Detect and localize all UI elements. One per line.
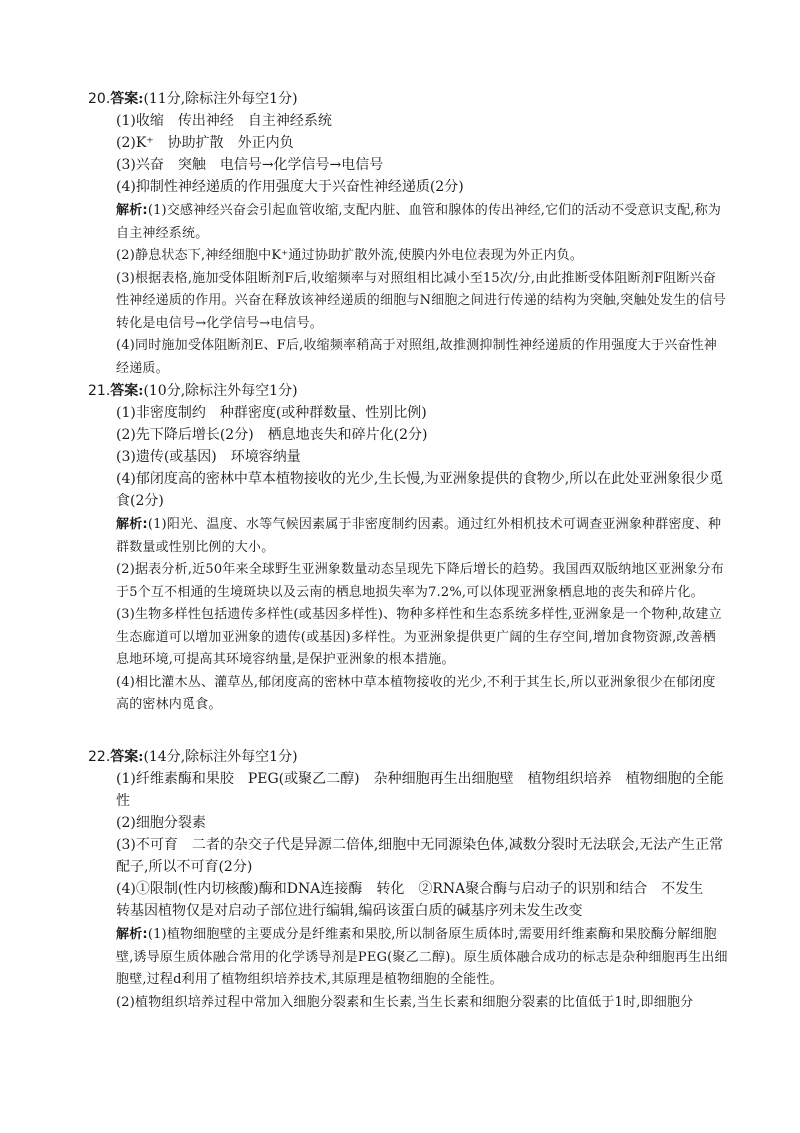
answer-line: (2)先下降后增长(2分) 栖息地丧失和碎片化(2分) [116, 427, 428, 443]
answer-line: (4)郁闭度高的密林中草本植物接收的光少,生长慢,为亚洲象提供的食物少,所以在此处亚洲象很少觅食(2分) [116, 471, 724, 509]
question-number: 21. [88, 383, 111, 399]
answer-block [116, 402, 728, 512]
answer-line: (3)不可育 二者的杂交子代是异源二倍体,细胞中无同源染色体,减数分裂时无法联会,无法产生正常配子,所以不可育(2分) [116, 837, 724, 875]
analysis-block [116, 924, 728, 1014]
answer-block [116, 768, 728, 922]
analysis-block [116, 200, 728, 380]
analysis-label: 解析: [116, 517, 148, 532]
score-note: (14分,除标注外每空1分) [143, 749, 298, 765]
analysis-paragraph: (2)据表分析,近50年来全球野生亚洲象数量动态呈现先下降后增长的趋势。我国西双版纳地区亚洲象分布于5个互不相通的生境斑块以及云南的栖息地损失率为7.2%,可以体现亚洲象栖息地的丧失和碎片化。 [116, 562, 724, 600]
analysis-paragraph [116, 924, 728, 992]
analysis-paragraph: (3)生物多样性包括遗传多样性(或基因多样性)、物种多样性和生态系统多样性,亚洲象是一个物种,故建立生态廊道可以增加亚洲象的遗传(或基因)多样性。为亚洲象提供更广阔的生存空间,增加食物资源,改善栖息地环境,可提高其环境容纳量,是保护亚洲象的根本措施。 [116, 607, 722, 667]
answer-line: (3)遗传(或基因) 环境容纳量 [116, 449, 301, 465]
analysis-paragraph [116, 514, 728, 559]
answer-line: (1)非密度制约 种群密度(或种群数量、性别比例) [116, 405, 427, 421]
answer-line: (4)①限制(性内切核酸)酶和DNA连接酶 转化 ②RNA聚合酶与启动子的识别和结合 不发生 转基因植物仅是对启动子部位进行编辑,编码该蛋白质的碱基序列未发生改变 [116, 881, 718, 919]
analysis-text: (1)阳光、温度、水等气候因素属于非密度制约因素。通过红外相机技术可调查亚洲象种群密度、种群数量或性别比例的大小。 [116, 517, 722, 555]
answer-line: (1)收缩 传出神经 自主神经系统 [116, 113, 332, 129]
answer-line: (2)K⁺ 协助扩散 外正内负 [116, 135, 294, 151]
analysis-text: (1)植物细胞壁的主要成分是纤维素和果胶,所以制备原生质体时,需要用纤维素酶和果胶酶分解细胞壁,诱导原生质体融合常用的化学诱导剂是PEG(聚乙二醇)。原生质体融合成功的标志是杂种细胞再生出细胞壁,过程d利用了植物组织培养技术,其原理是植物细胞的全能性。 [116, 927, 728, 987]
analysis-block [116, 514, 728, 717]
question-header [88, 88, 728, 110]
answer-label: 答案: [110, 749, 144, 765]
analysis-paragraph: (4)相比灌木丛、灌草丛,郁闭度高的密林中草本植物接收的光少,不利于其生长,所以亚洲象很少在郁闭度高的密林内觅食。 [116, 674, 716, 712]
answer-label: 答案: [110, 383, 144, 399]
answer-line: (3)兴奋 突触 电信号→化学信号→电信号 [116, 157, 384, 173]
question-21 [88, 380, 728, 717]
analysis-paragraph: (2)静息状态下,神经细胞中K⁺通过协助扩散外流,使膜内外电位表现为外正内负。 [116, 248, 584, 263]
question-number: 20. [88, 91, 111, 107]
question-header [88, 380, 728, 402]
question-22 [88, 746, 728, 1014]
analysis-paragraph: (3)根据表格,施加受体阻断剂F后,收缩频率与对照组相比减小至15次/分,由此推断受体阻断剂F阻断兴奋性神经递质的作用。兴奋在释放该神经递质的细胞与N细胞之间进行传递的结构为突触,突触处发生的信号转化是电信号→化学信号→电信号。 [116, 270, 726, 331]
analysis-paragraph: (4)同时施加受体阻断剂E、F后,收缩频率稍高于对照组,故推测抑制性神经递质的作用强度大于兴奋性神经递质。 [116, 338, 717, 376]
question-number: 22. [88, 749, 111, 765]
analysis-paragraph [116, 200, 728, 245]
answer-line: (1)纤维素酶和果胶 PEG(或聚乙二醇) 杂种细胞再生出细胞壁 植物组织培养 植物细胞的全能性 [116, 771, 724, 809]
analysis-text: (1)交感神经兴奋会引起血管收缩,支配内脏、血管和腺体的传出神经,它们的活动不受意识支配,称为自主神经系统。 [116, 203, 722, 241]
question-header [88, 746, 728, 768]
analysis-label: 解析: [116, 203, 148, 218]
question-20 [88, 88, 728, 380]
answer-label: 答案: [110, 91, 144, 107]
answer-line: (4)抑制性神经递质的作用强度大于兴奋性神经递质(2分) [116, 179, 464, 195]
answer-line: (2)细胞分裂素 [116, 815, 206, 831]
score-note: (10分,除标注外每空1分) [143, 383, 298, 399]
analysis-paragraph: (2)植物组织培养过程中常加入细胞分裂素和生长素,当生长素和细胞分裂素的比值低于1时,即细胞分 [116, 994, 694, 1010]
score-note: (11分,除标注外每空1分) [143, 91, 298, 107]
analysis-label: 解析: [116, 927, 148, 942]
answer-block [116, 110, 728, 198]
